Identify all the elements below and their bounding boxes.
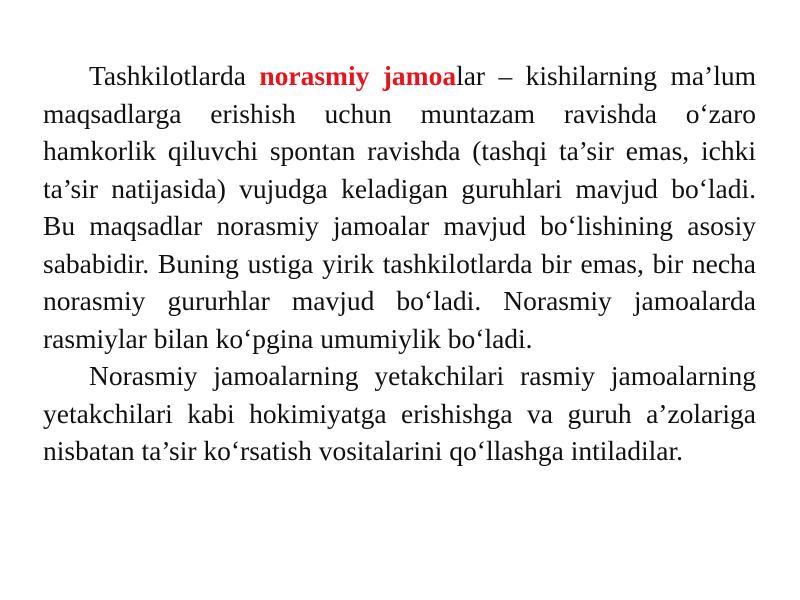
paragraph-1-rest: lar – kishilarning ma’lum maqsadlarga erishish uchun muntazam ravishda o‘zaro hamkorlik qiluvchi spontan ravishda (tashqi ta’sir emas, ichki ta’sir natijasida) vujudga keladigan guruhlari mavjud bo‘ladi. Bu maqsadlar norasmiy jamoalar mavjud bo‘lishining asosiy sababidir. Buning ustiga yirik tashkilotlarda bir emas, bir necha norasmiy gururhlar mavjud bo‘ladi. Norasmiy jamoalarda rasmiylar bilan ko‘pgina umumiylik bo‘ladi.: [43, 60, 756, 354]
paragraph-2: [43, 357, 756, 470]
highlighted-term: norasmiy jamoa: [259, 60, 457, 91]
paragraph-1: [43, 57, 756, 357]
paragraph-2-text: Norasmiy jamoalarning yetakchilari rasmiy jamoalarning yetakchilari kabi hokimiyatga erishishga va guruh a’zolariga nisbatan ta’sir ko‘rsatish vositalarini qo‘llashga intiladilar.: [43, 360, 756, 466]
paragraph-1-lead: Tashkilotlarda: [89, 60, 260, 91]
slide-content: [43, 57, 756, 470]
